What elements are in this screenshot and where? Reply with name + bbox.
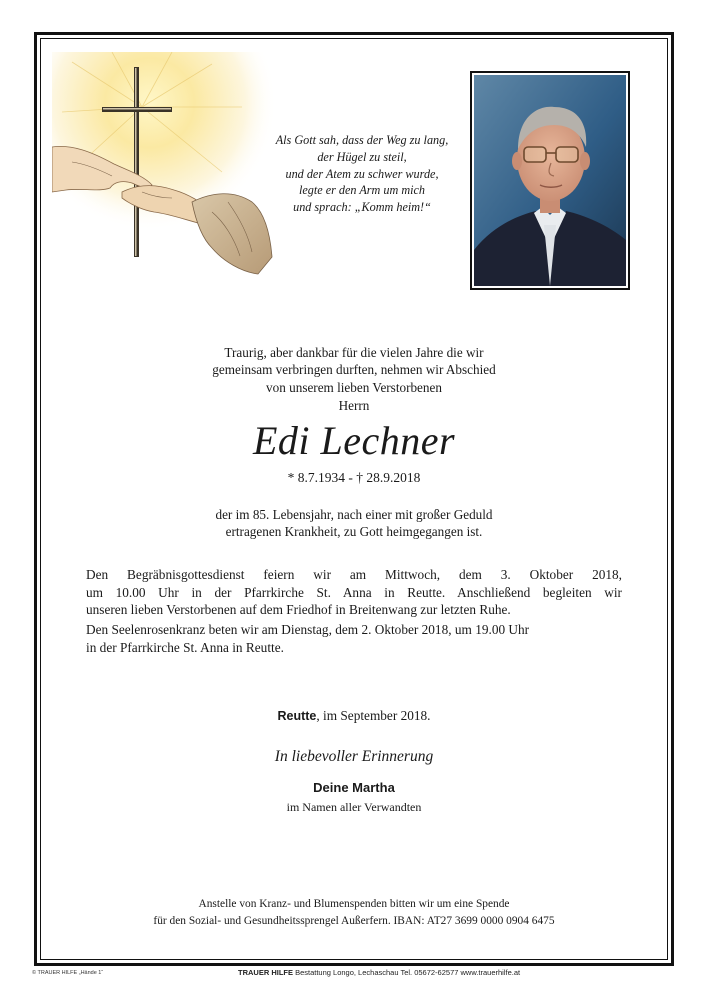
illness-line: der im 85. Lebensjahr, nach einer mit großer Geduld <box>215 507 493 522</box>
poem-line: legte er den Arm um mich <box>298 183 426 198</box>
life-dates: * 8.7.1934 - † 28.9.2018 <box>287 470 421 485</box>
funeral-paragraph <box>86 566 622 619</box>
copyright-note: © TRAUER HILFE „Hände 1“ <box>32 970 104 976</box>
intro-line: Traurig, aber dankbar für die vielen Jahre die wir <box>224 345 484 360</box>
funeral-line: unseren lieben Verstorbenen auf dem Friedhof in Breitenwang zur letzten Ruhe. <box>86 602 511 618</box>
illness-line: ertragenen Krankheit, zu Gott heimgegangen ist. <box>225 524 483 540</box>
place-date <box>52 708 656 724</box>
deceased-name: Edi Lechner <box>252 418 456 463</box>
cross-hands-icon <box>52 52 284 284</box>
donation-line: Anstelle von Kranz- und Blumenspenden bitten wir um eine Spende <box>198 898 510 910</box>
intro-line: gemeinsam verbringen durften, nehmen wir Abschied <box>212 362 496 378</box>
poem <box>262 132 462 216</box>
signer-name: Deine Martha <box>313 780 395 795</box>
funeral-line: um 10.00 Uhr in der Pfarrkirche St. Anna in Reutte. Anschließend begleiten wir <box>86 584 622 600</box>
funeral-service-footer <box>238 968 520 977</box>
footer-brand: TRAUER HILFE <box>238 968 293 977</box>
place-city: Reutte <box>277 709 317 723</box>
poem-line: und sprach: „Komm heim!“ <box>293 200 431 215</box>
rosary-line: in der Pfarrkirche St. Anna in Reutte. <box>86 639 284 655</box>
relatives-line: im Namen aller Verwandten <box>286 800 422 814</box>
rosary-paragraph <box>86 621 622 656</box>
memory-line: In liebevoller Erinnerung <box>274 748 434 765</box>
intro-line: von unserem lieben Verstorbenen <box>266 379 442 395</box>
portrait-photo <box>470 71 630 290</box>
place-date-text: , im September 2018. <box>316 708 431 723</box>
poem-line: Als Gott sah, dass der Weg zu lang, <box>275 133 449 147</box>
footer-details: Bestattung Longo, Lechaschau Tel. 05672-62577 www.trauerhilfe.at <box>293 968 521 977</box>
poem-line: der Hügel zu steil, <box>317 149 407 164</box>
donation-note <box>52 896 656 930</box>
poem-line: und der Atem zu schwer wurde, <box>285 166 439 181</box>
intro-text <box>52 344 656 396</box>
rosary-line: Den Seelenrosenkranz beten wir am Dienstag, dem 2. Oktober 2018, um 19.00 Uhr <box>86 622 530 637</box>
salutation: Herrn <box>338 398 370 413</box>
donation-line: für den Sozial- und Gesundheitssprengel Außerfern. IBAN: AT27 3699 0000 0904 6475 <box>153 915 555 927</box>
funeral-line: Den Begräbnisgottesdienst feiern wir am Mittwoch, dem 3. Oktober 2018, <box>86 567 622 582</box>
illness-text <box>52 506 656 541</box>
